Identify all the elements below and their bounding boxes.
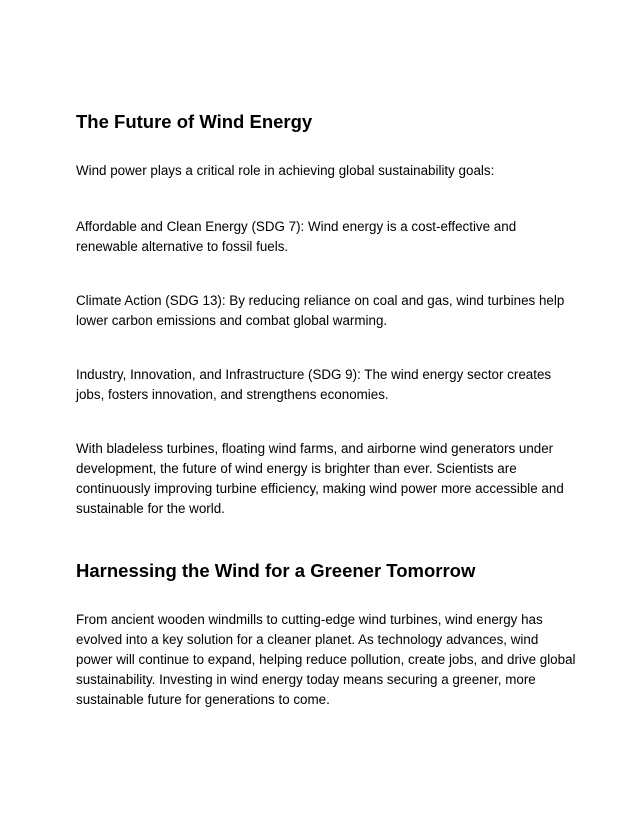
- section2-body-paragraph: From ancient wooden windmills to cutting-edge wind turbines, wind energy has evolved into a key solution for a cleaner planet. As technology advances, wind power will continue to expand, helping reduce pollution, create jobs, and drive global sustainability. Investing in wind energy today means securing a greener, more sustainable future for generations to come.: [76, 612, 576, 707]
- section1-intro-paragraph: Wind power plays a critical role in achieving global sustainability goals:: [76, 163, 495, 178]
- section-heading-future-of-wind-energy: The Future of Wind Energy: [76, 111, 313, 132]
- section-heading-harnessing-the-wind: Harnessing the Wind for a Greener Tomorrow: [76, 560, 476, 581]
- section1-closing-paragraph: With bladeless turbines, floating wind farms, and airborne wind generators under development, the future of wind energy is brighter than ever. Scientists are continuously improving turbine efficiency, making wind power more accessible and sustainable for the world.: [76, 441, 564, 516]
- sdg13-paragraph: Climate Action (SDG 13): By reducing reliance on coal and gas, wind turbines help lower carbon emissions and combat global warming.: [76, 293, 565, 328]
- sdg7-paragraph: Affordable and Clean Energy (SDG 7): Wind energy is a cost-effective and renewable alternative to fossil fuels.: [76, 219, 517, 254]
- sdg9-paragraph: Industry, Innovation, and Infrastructure (SDG 9): The wind energy sector creates jobs, fosters innovation, and strengthens economies.: [76, 367, 552, 402]
